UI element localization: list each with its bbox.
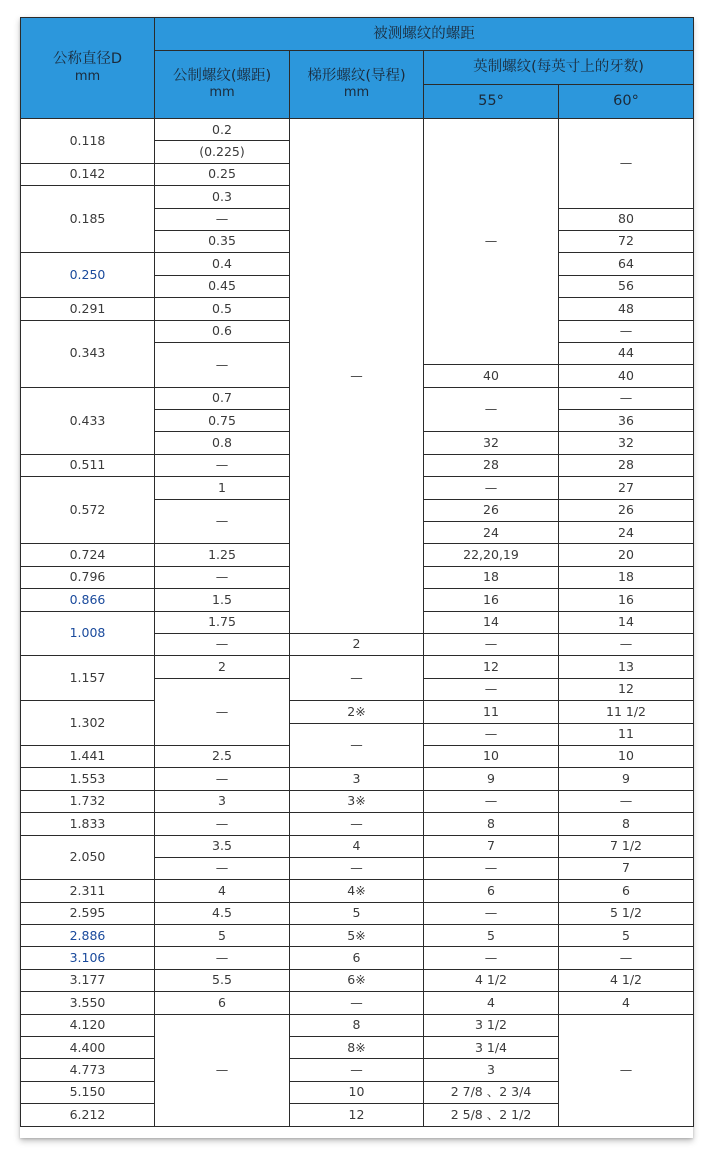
cell-60: 48 [559, 298, 694, 320]
cell-diameter: 0.572 [21, 477, 155, 544]
cell-metric: 5.5 [155, 969, 290, 991]
cell-trap: 3 [290, 768, 424, 790]
cell-60: 7 [559, 857, 694, 879]
cell-55: 3 1/2 [424, 1014, 559, 1036]
cell-trap: 6※ [290, 969, 424, 991]
cell-diameter: 0.343 [21, 320, 155, 387]
cell-metric: — [155, 342, 290, 387]
cell-diameter: 2.050 [21, 835, 155, 880]
cell-60: 5 [559, 925, 694, 947]
cell-55: 22,20,19 [424, 544, 559, 566]
cell-55: 12 [424, 656, 559, 678]
table-row [21, 813, 694, 835]
cell-55: — [424, 633, 559, 655]
cell-55: 28 [424, 454, 559, 476]
cell-diameter: 0.142 [21, 163, 155, 185]
cell-diameter: 4.400 [21, 1037, 155, 1059]
cell-metric: 2 [155, 656, 290, 678]
cell-trap: 8 [290, 1014, 424, 1036]
cell-55: 11 [424, 701, 559, 723]
cell-diameter: 2.886 [21, 925, 155, 947]
cell-metric: 0.7 [155, 387, 290, 409]
cell-55: 32 [424, 432, 559, 454]
cell-metric: — [155, 857, 290, 879]
cell-55: — [424, 790, 559, 812]
cell-60: 64 [559, 253, 694, 275]
cell-trap: — [290, 723, 424, 768]
cell-55: 40 [424, 365, 559, 387]
cell-diameter: 0.866 [21, 589, 155, 611]
table-row [21, 947, 694, 969]
table-row [21, 768, 694, 790]
cell-trap: 5 [290, 902, 424, 924]
cell-metric: 4.5 [155, 902, 290, 924]
cell-55: 10 [424, 745, 559, 767]
cell-metric: 1 [155, 477, 290, 499]
cell-60: 56 [559, 275, 694, 297]
cell-60: 5 1/2 [559, 902, 694, 924]
header-55deg: 55° [424, 85, 559, 119]
cell-diameter: 1.833 [21, 813, 155, 835]
cell-metric: 5 [155, 925, 290, 947]
cell-diameter: 0.724 [21, 544, 155, 566]
cell-trap: 4 [290, 835, 424, 857]
cell-55: — [424, 387, 559, 432]
cell-metric: 1.75 [155, 611, 290, 633]
cell-60: 6 [559, 880, 694, 902]
header-60deg: 60° [559, 85, 694, 119]
table-row [21, 925, 694, 947]
cell-trap: — [290, 1059, 424, 1081]
table-row [21, 969, 694, 991]
header-metric-unit: mm [209, 85, 235, 101]
cell-metric: 0.35 [155, 230, 290, 252]
cell-diameter: 4.120 [21, 1014, 155, 1036]
cell-metric: — [155, 633, 290, 655]
cell-60: 11 [559, 723, 694, 745]
cell-trap: 6 [290, 947, 424, 969]
table-row [21, 656, 694, 678]
cell-metric: — [155, 768, 290, 790]
cell-diameter: 2.595 [21, 902, 155, 924]
cell-diameter: 4.773 [21, 1059, 155, 1081]
cell-metric: — [155, 678, 290, 745]
cell-metric: 0.75 [155, 410, 290, 432]
cell-metric: 3.5 [155, 835, 290, 857]
header-imperial: 英制螺纹(每英寸上的牙数) [424, 51, 694, 85]
cell-metric: 2.5 [155, 745, 290, 767]
cell-60: 4 1/2 [559, 969, 694, 991]
cell-60: — [559, 633, 694, 655]
cell-55: 16 [424, 589, 559, 611]
cell-55: — [424, 723, 559, 745]
cell-60: 80 [559, 208, 694, 230]
cell-diameter: 0.185 [21, 186, 155, 253]
cell-metric: 0.25 [155, 163, 290, 185]
cell-60: 27 [559, 477, 694, 499]
cell-55: — [424, 902, 559, 924]
cell-60: — [559, 790, 694, 812]
cell-60: 10 [559, 745, 694, 767]
cell-55: 3 1/4 [424, 1037, 559, 1059]
table-row [21, 880, 694, 902]
cell-metric: — [155, 208, 290, 230]
cell-55: 2 7/8 、2 3/4 [424, 1081, 559, 1103]
thread-table-container [20, 17, 693, 1138]
cell-60: 26 [559, 499, 694, 521]
cell-60: 4 [559, 992, 694, 1014]
cell-diameter: 1.553 [21, 768, 155, 790]
cell-metric: — [155, 566, 290, 588]
header-trapezoidal [290, 51, 424, 119]
cell-metric: 0.8 [155, 432, 290, 454]
cell-55: 8 [424, 813, 559, 835]
cell-60: 40 [559, 365, 694, 387]
cell-trap: 5※ [290, 925, 424, 947]
cell-60: 14 [559, 611, 694, 633]
cell-60: — [559, 320, 694, 342]
cell-diameter: 3.177 [21, 969, 155, 991]
cell-55: — [424, 477, 559, 499]
cell-60: — [559, 387, 694, 409]
cell-60: 8 [559, 813, 694, 835]
cell-metric: — [155, 454, 290, 476]
cell-diameter: 1.008 [21, 611, 155, 656]
cell-55: 18 [424, 566, 559, 588]
cell-55: 9 [424, 768, 559, 790]
cell-diameter: 5.150 [21, 1081, 155, 1103]
cell-60: 28 [559, 454, 694, 476]
cell-diameter: 3.550 [21, 992, 155, 1014]
cell-60: 18 [559, 566, 694, 588]
header-trap-unit: mm [343, 85, 370, 101]
cell-trap: — [290, 813, 424, 835]
cell-metric: 0.2 [155, 119, 290, 141]
cell-trap: 3※ [290, 790, 424, 812]
cell-trap: — [290, 857, 424, 879]
cell-55: 26 [424, 499, 559, 521]
cell-metric: — [155, 499, 290, 544]
cell-55: — [424, 947, 559, 969]
cell-metric: 0.3 [155, 186, 290, 208]
cell-55: — [424, 119, 559, 365]
cell-trap: 2 [290, 633, 424, 655]
header-metric [155, 51, 290, 119]
table-row [21, 835, 694, 857]
cell-60: 7 1/2 [559, 835, 694, 857]
cell-55: 7 [424, 835, 559, 857]
cell-60: 9 [559, 768, 694, 790]
header-trap-label: 梯形螺纹(导程) [307, 67, 406, 84]
table-row [21, 790, 694, 812]
cell-60: — [559, 947, 694, 969]
cell-diameter: 6.212 [21, 1104, 155, 1126]
cell-trap: — [290, 992, 424, 1014]
cell-metric: 0.5 [155, 298, 290, 320]
header-group: 被测螺纹的螺距 [155, 18, 694, 51]
table-row [21, 992, 694, 1014]
cell-trap: 8※ [290, 1037, 424, 1059]
cell-60: 44 [559, 342, 694, 364]
cell-metric: — [155, 947, 290, 969]
cell-60: — [559, 119, 694, 209]
cell-diameter: 1.157 [21, 656, 155, 701]
cell-metric: 6 [155, 992, 290, 1014]
cell-metric: 3 [155, 790, 290, 812]
cell-metric: — [155, 1014, 290, 1126]
cell-diameter: 0.118 [21, 119, 155, 164]
cell-60: — [559, 1014, 694, 1126]
cell-diameter: 1.302 [21, 701, 155, 746]
cell-metric: 1.25 [155, 544, 290, 566]
table-row [21, 701, 694, 723]
cell-metric: — [155, 813, 290, 835]
cell-diameter: 0.291 [21, 298, 155, 320]
header-metric-label: 公制螺纹(螺距) [172, 67, 272, 84]
cell-55: 24 [424, 522, 559, 544]
table-row [21, 1014, 694, 1036]
cell-trap: — [290, 656, 424, 701]
cell-60: 72 [559, 230, 694, 252]
cell-60: 20 [559, 544, 694, 566]
cell-metric: 1.5 [155, 589, 290, 611]
table-row [21, 119, 694, 141]
cell-60: 11 1/2 [559, 701, 694, 723]
cell-55: — [424, 678, 559, 700]
thread-pitch-table [20, 17, 694, 1127]
cell-trap: — [290, 119, 424, 634]
cell-diameter: 2.311 [21, 880, 155, 902]
cell-60: 24 [559, 522, 694, 544]
cell-55: 2 5/8 、2 1/2 [424, 1104, 559, 1126]
cell-55: 4 [424, 992, 559, 1014]
cell-trap: 2※ [290, 701, 424, 723]
cell-55: 5 [424, 925, 559, 947]
cell-60: 16 [559, 589, 694, 611]
header-diameter-label: 公称直径D [52, 51, 123, 68]
cell-trap: 4※ [290, 880, 424, 902]
cell-55: 4 1/2 [424, 969, 559, 991]
cell-diameter: 1.441 [21, 745, 155, 767]
header-diameter [21, 18, 155, 119]
cell-diameter: 1.732 [21, 790, 155, 812]
cell-trap: 10 [290, 1081, 424, 1103]
header-diameter-unit: mm [74, 68, 101, 84]
cell-55: 6 [424, 880, 559, 902]
cell-metric: 0.6 [155, 320, 290, 342]
cell-diameter: 0.433 [21, 387, 155, 454]
cell-55: — [424, 857, 559, 879]
cell-60: 12 [559, 678, 694, 700]
cell-metric: (0.225) [155, 141, 290, 163]
cell-metric: 0.45 [155, 275, 290, 297]
cell-metric: 0.4 [155, 253, 290, 275]
cell-diameter: 3.106 [21, 947, 155, 969]
table-row [21, 902, 694, 924]
cell-60: 13 [559, 656, 694, 678]
cell-trap: 12 [290, 1104, 424, 1126]
cell-diameter: 0.796 [21, 566, 155, 588]
cell-metric: 4 [155, 880, 290, 902]
cell-55: 14 [424, 611, 559, 633]
cell-diameter: 0.250 [21, 253, 155, 298]
cell-55: 3 [424, 1059, 559, 1081]
cell-60: 32 [559, 432, 694, 454]
cell-60: 36 [559, 410, 694, 432]
cell-diameter: 0.511 [21, 454, 155, 476]
